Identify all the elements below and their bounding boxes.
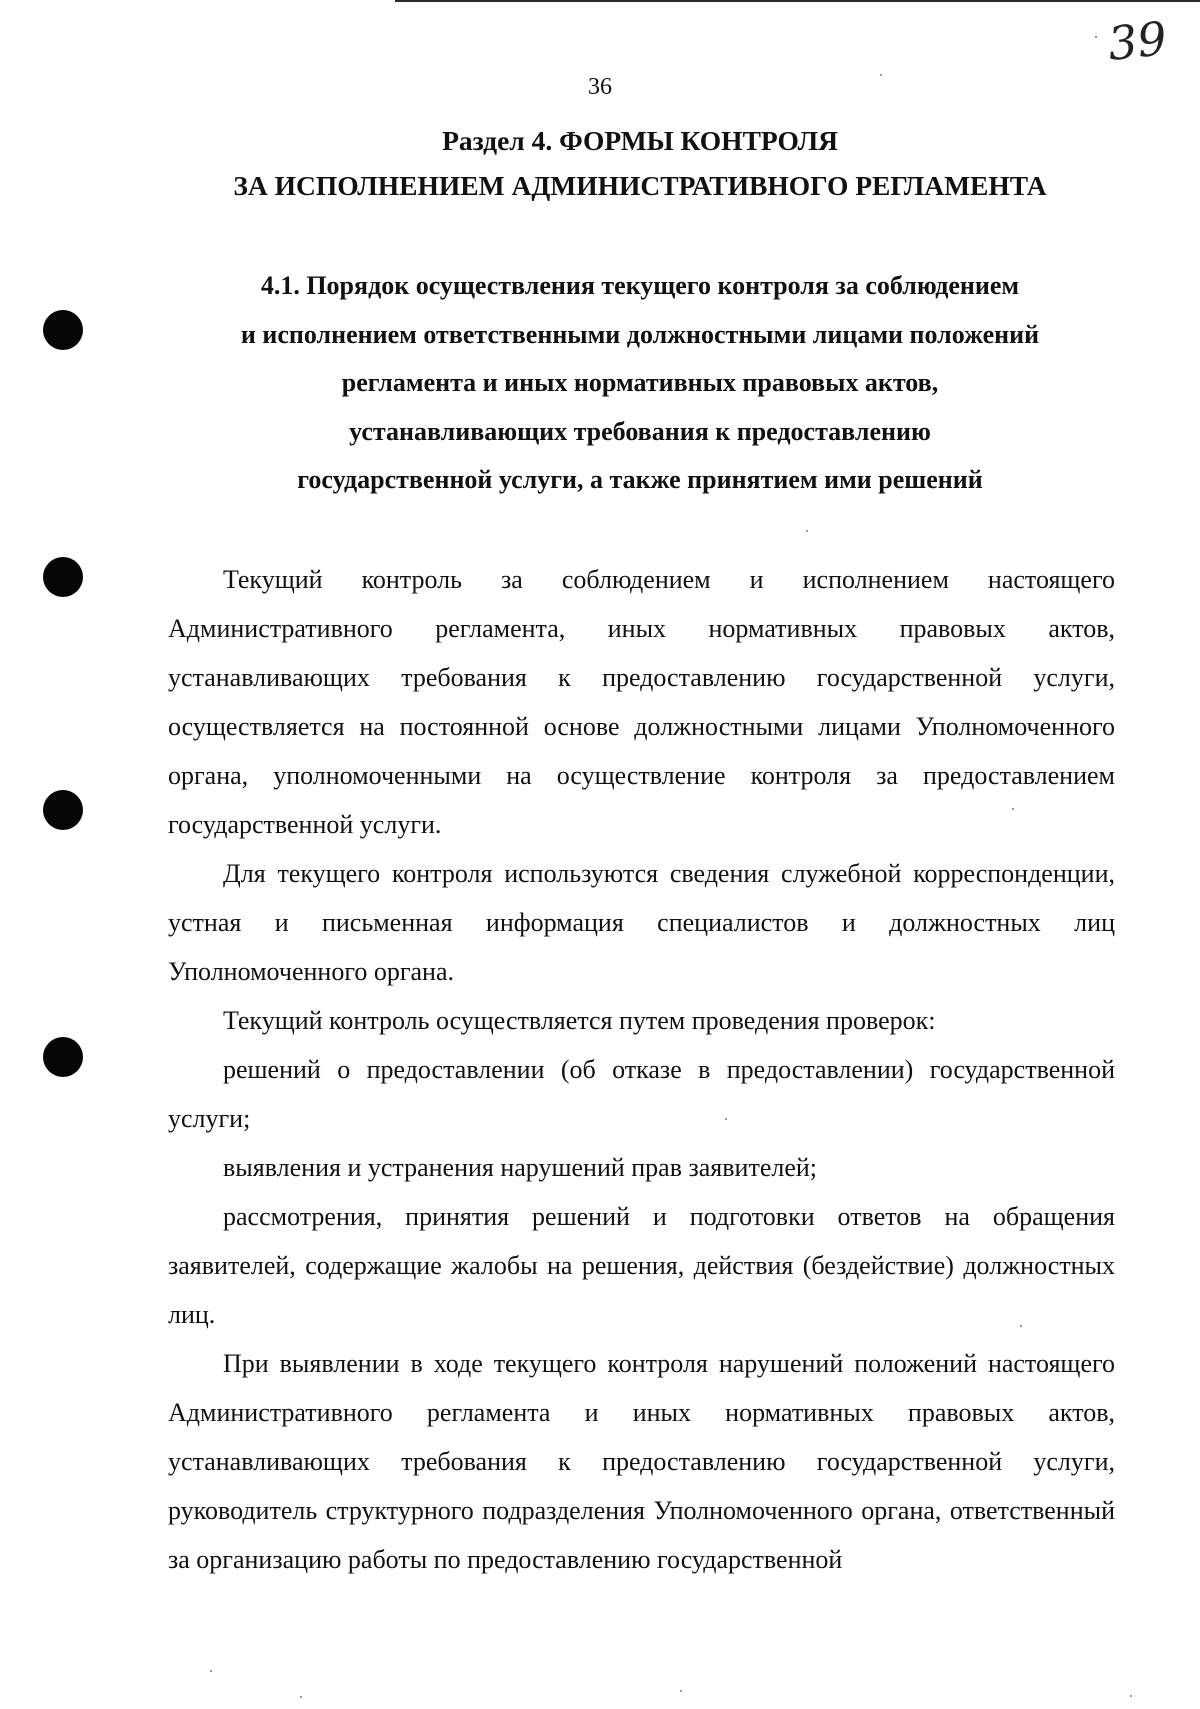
paragraph-check-complaints: рассмотрения, принятия решений и подготовки ответов на обращения заявителей, содержащие жалобы на решения, действия (бездействие) должностных лиц. (168, 1202, 1115, 1329)
scan-speck (1130, 1695, 1132, 1697)
subsection-title-line-3: регламента и иных нормативных правовых актов, (341, 368, 939, 397)
scan-speck (806, 530, 808, 532)
punch-hole-4 (43, 1037, 83, 1077)
punch-hole-3 (43, 790, 83, 830)
scan-speck (1012, 808, 1014, 810)
scan-speck (1020, 1325, 1022, 1327)
scan-speck (680, 1690, 682, 1692)
page-number: 36 (588, 74, 612, 100)
paragraph-check-decisions: решений о предоставлении (об отказе в предоставлении) государственной услуги; (168, 1055, 1115, 1133)
subsection-title-line-4: устанавливающих требования к предоставлению (349, 416, 931, 446)
paragraph-current-control: Текущий контроль за соблюдением и исполнением настоящего Административного регламента, иных нормативных правовых актов, устанавливающих требования к предоставлению государственной услуги, осуществляется на постоянной основе должностными лицами Уполномоченного органа, уполномоченными на осуществление контроля за предоставлением государственной услуги. (168, 565, 1115, 839)
scan-speck (300, 1696, 302, 1698)
paragraph-violation-response: При выявлении в ходе текущего контроля нарушений положений настоящего Административного регламента и иных нормативных правовых актов, устанавливающих требования к предоставлению государственной услуги, руководитель структурного подразделения Уполномоченного органа, ответственный за организацию работы по предоставлению государственной (168, 1349, 1115, 1574)
paragraph-control-sources: Для текущего контроля используются сведения служебной корреспонденции, устная и письменная информация специалистов и должностных лиц Уполномоченного органа. (168, 859, 1115, 986)
paragraph-checks-intro: Текущий контроль осуществляется путем проведения проверок: (223, 1006, 936, 1035)
section-title-line-1: Раздел 4. ФОРМЫ КОНТРОЛЯ (442, 125, 838, 156)
body-text (168, 555, 1115, 1584)
punch-hole-1 (43, 310, 83, 350)
subsection-title-line-5: государственной услуги, а также принятием ими решений (297, 465, 983, 494)
scan-speck (1095, 36, 1097, 38)
subsection-title (180, 262, 1100, 505)
section-title (160, 118, 1120, 208)
punch-hole-2 (43, 557, 83, 597)
scan-speck (880, 74, 882, 76)
scan-speck (725, 1118, 727, 1120)
handwritten-sheet-number: 39 (1105, 11, 1170, 71)
paragraph-check-violations: выявления и устранения нарушений прав заявителей; (223, 1153, 818, 1182)
top-edge-line (395, 0, 1200, 2)
scan-speck (210, 1670, 212, 1672)
subsection-title-line-2: и исполнением ответственными должностными лицами положений (240, 319, 1040, 349)
section-title-line-2: ЗА ИСПОЛНЕНИЕМ АДМИНИСТРАТИВНОГО РЕГЛАМЕНТА (233, 170, 1047, 201)
subsection-title-line-1: 4.1. Порядок осуществления текущего контроля за соблюдением (260, 271, 1020, 300)
